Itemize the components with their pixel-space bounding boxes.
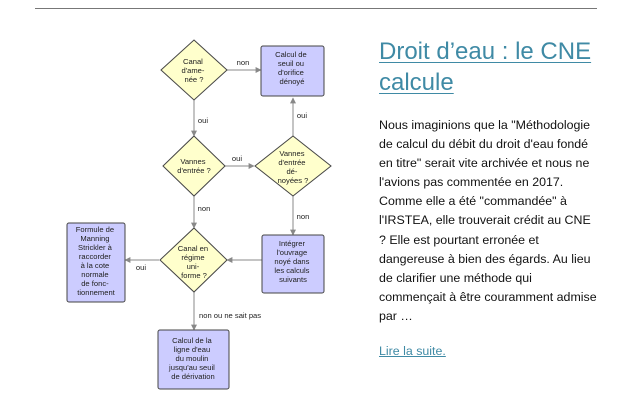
node-label-canal-regime: Canal en régime uni- forme ? — [177, 244, 209, 280]
edge-label-non-2: non — [197, 204, 211, 213]
node-label-calcul-seuil: Calcul de seuil ou d'orifice dénoyé — [275, 50, 307, 86]
edge-label-oui-3: oui — [296, 111, 308, 120]
article-teaser — [379, 36, 601, 360]
read-more-link[interactable]: Lire la suite. — [379, 344, 446, 359]
edge-label-non-3: non — [296, 212, 310, 221]
article-title-link[interactable]: Droit d’eau : le CNE calcule — [379, 38, 592, 96]
edge-label-non-ou-ne-sait-pas: non ou ne sait pas — [199, 311, 262, 320]
node-label-calcul-ligne: Calcul de la ligne d'eau du moulin jusqu'au seuil de dérivation — [169, 336, 215, 381]
edge-label-non-1: non — [236, 58, 250, 67]
edge-label-oui-2: oui — [231, 154, 243, 163]
node-label-integrer-ouvrage: Intégrer l'ouvrage noyé dans les calculs suivants — [274, 239, 310, 284]
edge-label-oui-1: oui — [197, 116, 209, 125]
node-label-vannes-denoyees: Vannes d'entrée dé- noyées ? — [277, 149, 309, 185]
article-excerpt: Nous imaginions que la "Méthodologie de calcul du débit du droit d'eau fondé en titre" serait vite archivée et nous ne l'avions pas commentée en 2017. Comme elle a été "commandée" à l'IRSTEA, elle trouverait crédit au CNE ? Elle est pourtant erronée et dangereuse à bien des égards. Au lieu de clarifier une méthode qui commençait à être couramment admise par … — [379, 118, 597, 323]
edge-label-oui-4: oui — [135, 263, 147, 272]
node-label-formule-manning: Formule de Manning Strickler à raccorder à la cote normale de fonc- tionnement — [75, 225, 115, 297]
node-label-canal-amenee: Canal d'ame- née ? — [181, 57, 205, 84]
node-label-vannes-entree: Vannes d'entrée ? — [177, 157, 211, 175]
